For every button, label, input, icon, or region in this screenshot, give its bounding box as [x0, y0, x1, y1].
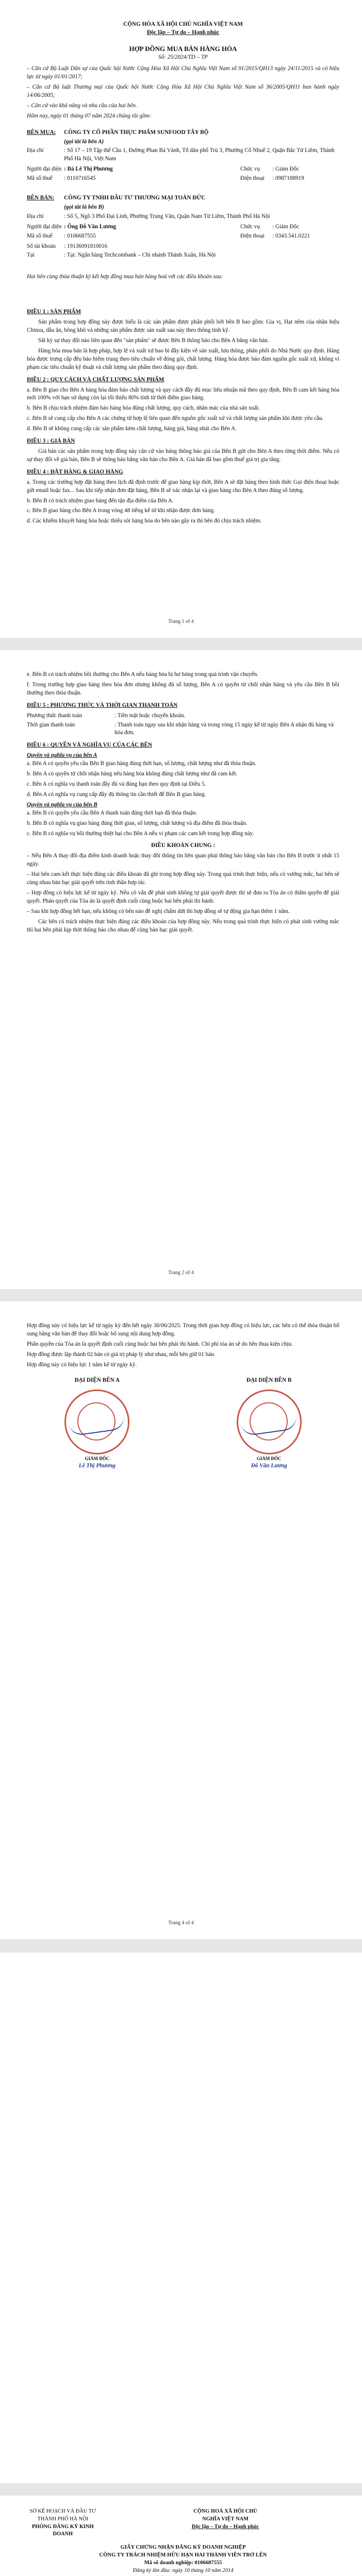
first-registration: Đăng ký lần đầu: ngày 10 tháng 10 năm 2014 [133, 2568, 234, 2574]
rights-b-item-a: a. Bên B có quyền yêu cầu Bên A thanh toán đúng thời hạn đã thỏa thuận. [27, 809, 198, 816]
page-2-content [27, 671, 339, 936]
authority-line-1: SỞ KẾ HOẠCH VÀ ĐẦU TƯ [29, 2509, 96, 2514]
article-4-item-c: c. Bên B giao hàng cho Bên A trong vòng 48 tiếng kể từ khi nhận được đơn hàng. [27, 507, 216, 514]
page-number: Trang 2 of 4 [168, 1270, 194, 1276]
final-clause-4: Hợp đồng này có hiệu lực 1 năm kể từ ngày ký. [27, 1361, 137, 1368]
party-b-pos: : Giám Đốc [272, 223, 300, 230]
party-b-name: CÔNG TY TNHH ĐẦU TƯ THƯƠNG MẠI TOÀN ĐỨC [64, 195, 206, 201]
party-a-rep-row [27, 165, 339, 183]
party-a-pos: : Giám Đốc [272, 166, 300, 173]
party-b-address: : Số 5, Ngõ 3 Phố Đại Linh, Phường Trung Văn, Quận Nam Từ Liêm, Thành Phố Hà Nội [64, 213, 270, 219]
party-a-rep: : Bà Lê Thị Phương [64, 166, 113, 173]
final-clause-1: Hợp đồng này có hiệu lực kể từ ngày ký đến hết ngày 30/06/2025. Trong thời gian hợp đồng có hiệu lực, các bên có thể thỏa thuận bổ sung bằng văn bản để thay đổi hoặc bổ sung nội dung hợp đồng. [27, 1323, 339, 1337]
party-b-role: BÊN BÁN: [27, 195, 55, 201]
motto: Độc lập – Tự do – Hạnh phúc [146, 29, 220, 36]
signature-row [27, 1377, 339, 1471]
document-title: HỢP ĐỒNG MUA BÁN HÀNG HÓA [129, 44, 237, 53]
article-2-item-c: c. Bên B sẽ cung cấp cho Bên A các chứng từ hợp lệ liên quan đến nguồn gốc xuất xứ và chất lượng sản phẩm khi được yêu cầu. [27, 415, 324, 422]
final-clause-3: Hợp đồng được lập thành 02 bản có giá trị pháp lý như nhau, mỗi bên giữ 01 bản. [27, 1351, 216, 1358]
page-number: Trang 4 of 4 [168, 1920, 194, 1926]
party-a-rep-label: Người đại diện [27, 166, 62, 173]
article-4-item-b: b. Bên B có trách nhiệm giao hàng đến tận địa điểm của Bên A. [27, 497, 174, 504]
article-4-title: ĐIỀU 4 : ĐẶT HÀNG & GIAO HÀNG [27, 468, 123, 475]
contract-page-signatures [0, 1301, 362, 1939]
certificate-subtitle: CÔNG TY TRÁCH NHIỆM HỮU HẠN HAI THÀNH VIÊN TRỞ LÊN [99, 2552, 267, 2558]
party-a-address-label: Địa chỉ [27, 147, 44, 154]
legal-basis-2: – Căn cứ Bộ luật Thương mại của Quốc hội Nước Cộng Hòa Xã Hội Chủ Nghĩa Việt Nam số 36/2005/QH11 ban hành ngày 14/06/2005; [27, 83, 339, 98]
registration-header [27, 2508, 339, 2538]
party-b-rep: : Ông Đỗ Văn Lương [64, 223, 116, 230]
page-1-content [27, 21, 339, 528]
party-a-address: : Số 17 – 19 Tập thể Cầu 1, Đường Phan Bá Vành, Tổ dân phố Trù 3, Phường Cổ Nhuế 2, Quận Bắc Từ Liêm, Thành Phố Hà Nội, Việt Nam [64, 147, 335, 162]
article-2-item-b: b. Bên B chịu trách nhiệm đảm bảo hàng hóa đúng chất lượng, quy cách, nhãn mác của nhà sản xuất. [27, 405, 260, 412]
article-1-para-1: Sản phẩm trong hợp đồng này được hiểu là các sản phẩm được phân phối bởi bên B bao gồm: Gia vị, Hạt nêm của nhãn hiệu Chinsu, dầu ăn, bông khô và những sản phẩm được sản xuất sau này theo thông tinh kỹ. [27, 319, 339, 334]
article-2-item-d: d. Bên B sẽ không cung cấp các sản phẩm kém chất lượng, hàng giả, hàng nhái cho Bên A. [27, 426, 237, 432]
rights-a-item-a: a. Bên A có quyền yêu cầu Bên B giao hàng đúng thời hạn, số lượng, chất lượng như đã thỏa thuận. [27, 760, 257, 767]
party-a-role: BÊN MUA: [27, 129, 56, 135]
payment-method: : Tiền mặt hoặc chuyển khoản. [114, 712, 186, 719]
party-b-block [27, 194, 339, 221]
article-3-title: ĐIỀU 3 : GIÁ BÁN [27, 438, 75, 445]
payment-time: : Thanh toán ngay sau khi nhận hàng và trong vòng 15 ngày kể từ ngày Bên A nhận đủ hàng và hóa đơn. [114, 721, 334, 736]
signature-party-b [199, 1377, 339, 1471]
article-2-item-a: a. Bên B giao cho Bên A hàng hóa đảm bảo chất lượng và quy cách đầy đủ mục liêu nhuận mã theo quy định, Bên B cam kết hàng hóa mới 100% với hạn sử dụng còn lại tối thiểu 80% tính từ thời điểm giao hàng. [27, 386, 339, 401]
party-a-block [27, 129, 339, 164]
legal-basis-1: – Căn cứ Bộ Luật Dân sự của Quốc hội Nước Cộng Hòa Xã Hội Chủ Nghĩa Việt Nam số 91/2015/QH13 ngày 24/11/2015 và có hiệu lực từ ngày 01/01/2017; [27, 65, 339, 80]
general-term-2: – Hai bên cam kết thực hiện đúng các điều khoản đã ghi trong hợp đồng này. Trong quá trình thực hiện, nếu có vướng mắc, hai bên sẽ cùng nhau bàn bạc giải quyết trên tinh thần hợp tác. [27, 871, 339, 886]
party-a-tax: : 0110716545 [64, 175, 96, 182]
authority-line-2: THÀNH PHỐ HÀ NỘI [37, 2516, 89, 2522]
certificate-title: GIẤY CHỨNG NHẬN ĐĂNG KÝ DOANH NGHIỆP [120, 2545, 246, 2551]
party-b-rep-row [27, 223, 339, 241]
party-b-acct: : 19136091810016 [64, 243, 108, 249]
party-b-phone: : 0343.541.0221 [272, 232, 310, 239]
business-registration-page [0, 2496, 362, 2576]
party-b-alias: (gọi tắt là bên B) [64, 204, 104, 210]
registration-nation: CỘNG HOÀ XÃ HỘI CHỦ NGHĨA VIỆT NAM [193, 2509, 257, 2522]
blank-page [0, 1953, 362, 2483]
nation-header: CỘNG HÒA XÃ HỘI CHỦ NGHĨA VIỆT NAM [123, 21, 243, 27]
registration-content [27, 2508, 339, 2576]
party-a-tax-label: Mã số thuế [27, 175, 53, 182]
payment-method-label: Phương thức thanh toán [27, 712, 83, 719]
rights-a-item-c: c. Bên A có nghĩa vụ thanh toán đầy đủ và đúng hạn theo quy định tại Điều 5. [27, 781, 206, 787]
article-1-title: ĐIỀU 1 : SẢN PHẨM [27, 309, 81, 315]
article-4-item-f: f. Trong trường hợp giao hàng theo hóa đơn nhưng không đủ số lượng, Bên A có quyền từ chối nhận hàng và yêu cầu Bên B bồi thường theo thỏa thuận. [27, 681, 339, 696]
party-a-signer-position: GIÁM ĐỐC [85, 1456, 110, 1462]
general-terms-title: ĐIỀU KHOẢN CHUNG : [151, 842, 215, 849]
article-3-para: Giá bán các sản phẩm trong hợp đồng này căn cứ vào bảng thông báo giá của Bên B gửi cho Bên A theo từng thời điểm. Nếu có sự thay đổi về giá bán, Bên B sẽ thông báo bằng văn bản cho Bên A. Giá bán đã bao gồm thuế giá trị gia tăng. [27, 448, 339, 463]
nation-block [189, 2508, 339, 2538]
article-6-title: ĐIỀU 6 : QUYỀN VÀ NGHĨA VỤ CỦA CÁC BÊN [27, 742, 152, 749]
rights-b-item-b: b. Bên B có nghĩa vụ giao hàng đúng thời gian, số lượng, chất lượng và địa điểm đã thỏa thuận. [27, 820, 248, 826]
party-a-alias: (gọi tắt là bên A) [64, 138, 104, 145]
party-a-phone: : 0987188919 [272, 175, 304, 182]
article-5-title: ĐIỀU 5 : PHƯƠNG THỨC VÀ THỜI GIAN THANH TOÁN [27, 702, 178, 708]
party-a-signer-name: Lê Thị Phương [78, 1463, 116, 1469]
article-4-item-a: a. Trong các trường hợp đặt hàng theo lịch đã định trước để giao hàng kịp thời, Bên A sẽ đặt hàng theo hình thức Gọi điện thoại hoặc gửi email hoặc fax... Sau khi tiếp nhận đơn đặt hàng, Bên B sẽ xác nhận lại và giao hàng cho Bên A theo đúng số lượng. [27, 479, 339, 494]
legal-basis-3: – Căn cứ vào khả năng và nhu cầu của hai bên. [27, 102, 137, 109]
authority-block [27, 2508, 177, 2538]
authority-line-3: PHÒNG ĐĂNG KÝ KINH DOANH [31, 2523, 94, 2537]
general-term-4: – Sau khi hợp đồng hết hạn, nếu không có bên nào đề nghị chấm dứt thì hợp đồng sẽ tự động gia hạn thêm 1 năm. [27, 908, 290, 914]
rights-a-title: Quyền và nghĩa vụ của bên A [27, 752, 97, 759]
party-b-rep-label: Người đại diện [27, 223, 62, 230]
party-b-bank-block [27, 243, 339, 260]
party-a-name: CÔNG TY CỔ PHẦN THỰC PHẨM SUNFOOD TÂY BỘ [64, 129, 209, 135]
registration-motto: Độc lập – Tự do – Hạnh phúc [191, 2523, 259, 2530]
party-b-address-label: Địa chỉ [27, 213, 44, 219]
page-number: Trang 1 of 4 [168, 619, 194, 624]
rights-b-item-c: c. Bên B có nghĩa vụ bồi thường thiệt hại cho Bên A nếu vi phạm các cam kết trong hợp đồng này. [27, 830, 254, 837]
party-b-acct-label: Số tài khoản [27, 243, 56, 249]
contract-page-2 [0, 650, 362, 1289]
rights-a-item-b: b. Bên A có quyền từ chối nhận hàng nếu hàng hóa không đúng chất lượng như đã cam kết. [27, 771, 238, 777]
party-b-signature-label: ĐẠI DIỆN BÊN B [246, 1377, 292, 1383]
party-b-bank-label: Tại [27, 252, 35, 259]
contract-date: Hôm nay, ngày 01 tháng 07 năm 2024 chúng tôi gồm: [27, 112, 152, 119]
party-b-pos-label: Chức vụ [240, 223, 260, 230]
enterprise-code: Mã số doanh nghiệp: 0106687555 [144, 2560, 222, 2566]
contract-number: Số: 25/2024/TD – TP [158, 54, 208, 61]
closing-paragraph: Các bên có trách nhiệm thực hiện đúng các điều khoản của hợp đồng này. Nếu trong quá trình thực hiện có phát sinh vướng mắc thì hai bên phải kịp thời thông báo cho nhau để cùng bàn bạc giải quyết. [27, 918, 339, 933]
article-4-item-e: e. Bên B có trách nhiệm bồi thường cho Bên A nếu hàng hóa bị hư hỏng trong quá trình vận chuyển. [27, 671, 258, 677]
party-b-signer-position: GIÁM ĐỐC [256, 1456, 282, 1462]
party-a-phone-label: Điện thoại [240, 175, 265, 182]
article-1-para-3: Hàng hóa mua bán là hợp pháp, hợp lệ và xuất xứ bao bì đầy kiện về sản xuất, lưu thông, phân phối do Nhà Nước quy định. Hàng hóa được trưng cấp đều bảo hiểm trung theo tiêu chuẩn về đóng gói, chất lượng. Hàng hóa được bảo đảm nguồn gốc xuất xứ, không vi phạm các tiêu chuẩn kỹ thuật và chất lượng sản phẩm theo đúng quy định. [27, 347, 339, 370]
party-b-tax: : 0106687555 [64, 232, 96, 239]
payment-time-label: Thời gian thanh toán [27, 721, 75, 728]
article-2-title: ĐIỀU 2 : QUY CÁCH VÀ CHẤT LƯỢNG SẢN PHẨM [27, 376, 164, 383]
party-b-phone-label: Điện thoại [240, 232, 265, 239]
article-1-para-2: Sắt kỳ sự thay đổi nào liên quan đến "sản phẩm" sẽ được Bên B thông báo cho Bên A bằng văn bản. [38, 337, 269, 344]
general-term-1: – Nếu Bên A thay đổi địa điểm kinh doanh hoặc thay đổi thông tin liên quan phải thông báo bằng văn bản cho Bên B trước ít nhất 15 ngày. [27, 853, 339, 868]
rights-a-item-d: d. Bên A có nghĩa vụ cung cấp đầy đủ thông tin cần thiết để Bên B giao hàng. [27, 791, 206, 798]
party-a-signature-label: ĐẠI DIỆN BÊN A [74, 1377, 120, 1383]
party-a-pos-label: Chức vụ [240, 166, 260, 173]
contract-page-1 [0, 0, 362, 638]
agreement-statement: Hai bên cùng thỏa thuận ký kết hợp đồng mua bán hàng hoá với các điều khoản sau: [27, 274, 223, 280]
final-clause-2: Phần quyền của Tòa án là quyết định cuối cùng buộc hai bên phải thi hành. Chi phí tòa án sẽ do bên thua kiện chịu. [27, 1341, 293, 1347]
general-term-3: – Hợp đồng có hiệu lực kể từ ngày ký. Nếu có vấn đề phát sinh không tự giải quyết được thì sẽ đưa ra Tòa án có thẩm quyền để giải quyết. Phán quyết của Tòa án là quyết định cuối cùng buộc hai bên phải thi hành. [27, 889, 339, 904]
payment-terms [27, 712, 339, 738]
signature-page-content [27, 1322, 339, 1470]
article-4-item-d: d. Các khiếm khuyết hàng hóa hoặc thiếu sót hàng hóa do bên nào gây ra thì bên đó chịu trách nhiệm. [27, 518, 262, 524]
rights-b-title: Quyền và nghĩa vụ của bên B [27, 801, 97, 808]
party-b-bank: : Tại: Ngân hàng Techcombank – Chi nhánh Thành Xuân, Hà Nội [64, 252, 216, 259]
signature-party-a [27, 1377, 168, 1471]
party-b-tax-label: Mã số thuế [27, 232, 53, 239]
party-b-signer-name: Đỗ Văn Lương [251, 1463, 287, 1469]
